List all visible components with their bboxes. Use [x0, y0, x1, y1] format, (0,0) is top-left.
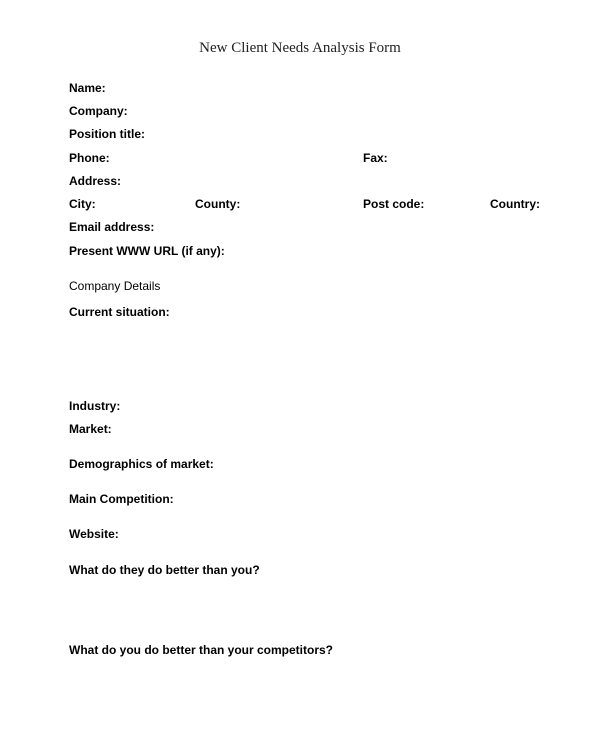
- industry-label: Industry:: [69, 399, 121, 413]
- phone-label: Phone:: [69, 151, 110, 165]
- post-code-label: Post code:: [363, 197, 425, 211]
- www-url-label: Present WWW URL (if any):: [69, 244, 225, 258]
- demographics-label: Demographics of market:: [69, 457, 214, 471]
- website-label: Website:: [69, 527, 119, 541]
- fax-label: Fax:: [363, 151, 388, 165]
- email-address-label: Email address:: [69, 220, 155, 234]
- name-label: Name:: [69, 81, 106, 95]
- you-better-question: What do you do better than your competitors?: [69, 643, 333, 657]
- market-label: Market:: [69, 422, 112, 436]
- company-label: Company:: [69, 104, 128, 118]
- form-title: New Client Needs Analysis Form: [199, 40, 401, 56]
- city-label: City:: [69, 197, 96, 211]
- company-details-heading: Company Details: [69, 279, 161, 293]
- county-label: County:: [195, 197, 241, 211]
- main-competition-label: Main Competition:: [69, 492, 174, 506]
- position-title-label: Position title:: [69, 127, 145, 141]
- address-label: Address:: [69, 174, 122, 188]
- country-label: Country:: [490, 197, 540, 211]
- competitors-better-question: What do they do better than you?: [69, 563, 260, 577]
- current-situation-label: Current situation:: [69, 305, 170, 319]
